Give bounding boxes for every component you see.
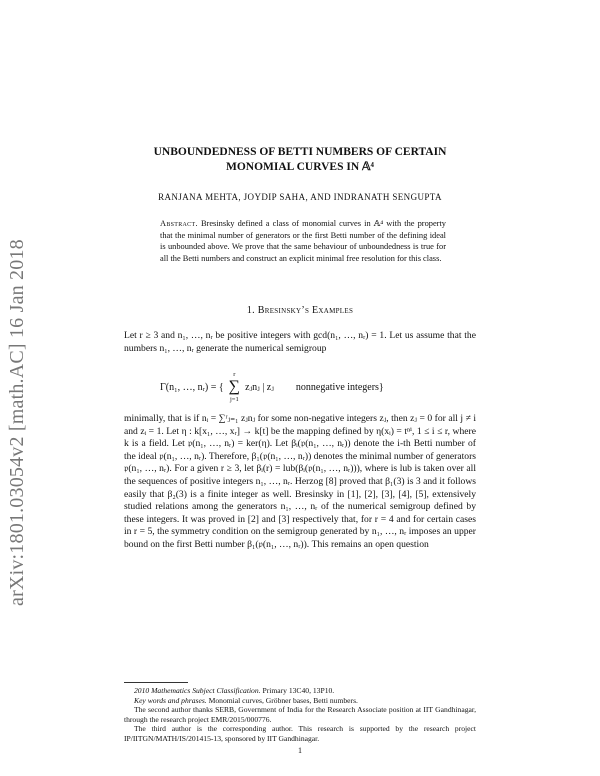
abstract: [160, 218, 446, 264]
paper-title: [110, 145, 490, 175]
sum-lower-limit: j=1: [230, 396, 239, 403]
summation: [229, 370, 240, 404]
footnote-rule: [124, 682, 188, 683]
page-number: 1: [298, 746, 302, 755]
abstract-label: Abstract.: [160, 219, 198, 228]
author-list: RANJANA MEHTA, JOYDIP SAHA, AND INDRANATH SENGUPTA: [158, 192, 442, 202]
semigroup-equation: [160, 370, 460, 404]
paragraph-2: minimally, that is if nᵢ = ∑ʳⱼ₌₁ zⱼnⱼ for some non-negative integers zⱼ, then zⱼ = 0 for all j ≠ i and zᵢ = 1. Let η : k[x₁, …, xᵣ] → k[t] be the mapping defined by η(xᵢ) = tⁿⁱ, 1 ≤ i ≤ r, where k is a field. Let 𝔭(n₁, …, nᵣ) = ker(η). Let βᵢ(𝔭(n₁, …, nᵣ)) denote the i-th Betti number of the ideal 𝔭(n₁, …, nᵣ). Therefore, β₁(𝔭(n₁, …, nᵣ)) denotes the minimal number of generators 𝔭(n₁, …, nᵣ). For a given r ≥ 3, let βᵢ(r) = lub(βᵢ(𝔭(n₁, …, nᵣ))), where is lub is taken over all the sequences of positive integers n₁, …, nᵣ. Herzog [8] proved that β₁(3) is 3 and it follows easily that β₂(3) is a finite integer as well. Bresinsky in [1], [2], [3], [4], [5], extensively studied relations among the generators n₁, …, nᵣ of the numerical semigroup defined by these integers. It was proved in [2] and [3] respectively that, for r = 4 and for certain cases in r = 5, the symmetry condition on the semigroup generated by n₁, …, nᵣ imposes an upper bound on the first Betti number β₁(𝔭(n₁, …, nᵣ)). This remains an open question: [124, 413, 476, 550]
section-heading: [110, 305, 490, 316]
footnote-third-author: The third author is the corresponding author. This research is supported by the research project IP/IITGN/MATH/IS/201415-13, sponsored by IIT Gandhinagar.: [124, 724, 476, 743]
footnotes: [124, 686, 476, 744]
section-number: 1.: [246, 305, 255, 316]
title-line-1: UNBOUNDEDNESS OF BETTI NUMBERS OF CERTAIN: [153, 146, 447, 158]
title-line-2: MONOMIAL CURVES IN 𝔸⁴: [226, 161, 374, 173]
footnote-second-author: The second author thanks SERB, Government of India for the Research Associate position at IIT Gandhinagar, through the research project EMR/2015/000776.: [124, 705, 476, 724]
equation-condition: nonnegative integers}: [295, 381, 384, 393]
footnote-keywords: Key words and phrases. Monomial curves, Gröbner bases, Betti numbers.: [134, 695, 358, 705]
footnote-msc: 2010 Mathematics Subject Classification. Primary 13C40, 13P10.: [134, 686, 335, 695]
section-title: Bresinsky’s Examples: [257, 305, 354, 316]
paragraph-1: Let r ≥ 3 and n₁, …, nᵣ be positive integers with gcd(n₁, …, nᵣ) = 1. Let us assume that the numbers n₁, …, nᵣ generate the numerical semigroup: [124, 330, 476, 354]
arxiv-identifier-stamp: arXiv:1801.03054v2 [math.AC] 16 Jan 2018: [6, 239, 28, 606]
equation-rhs: zⱼnⱼ | zⱼ: [245, 381, 274, 393]
sum-upper-limit: r: [233, 371, 236, 378]
equation-lhs: Γ(n₁, …, nᵣ) = {: [160, 381, 224, 393]
sum-symbol: ∑: [228, 378, 241, 395]
abstract-text: Bresinsky defined a class of monomial curves in 𝔸⁴ with the property that the minimal number of generators or the first Betti number of the defining ideal is unbounded above. We prove that the same behaviour of unboundedness is true for all the Betti numbers and construct an explicit minimal free resolution for this class.: [160, 219, 446, 263]
